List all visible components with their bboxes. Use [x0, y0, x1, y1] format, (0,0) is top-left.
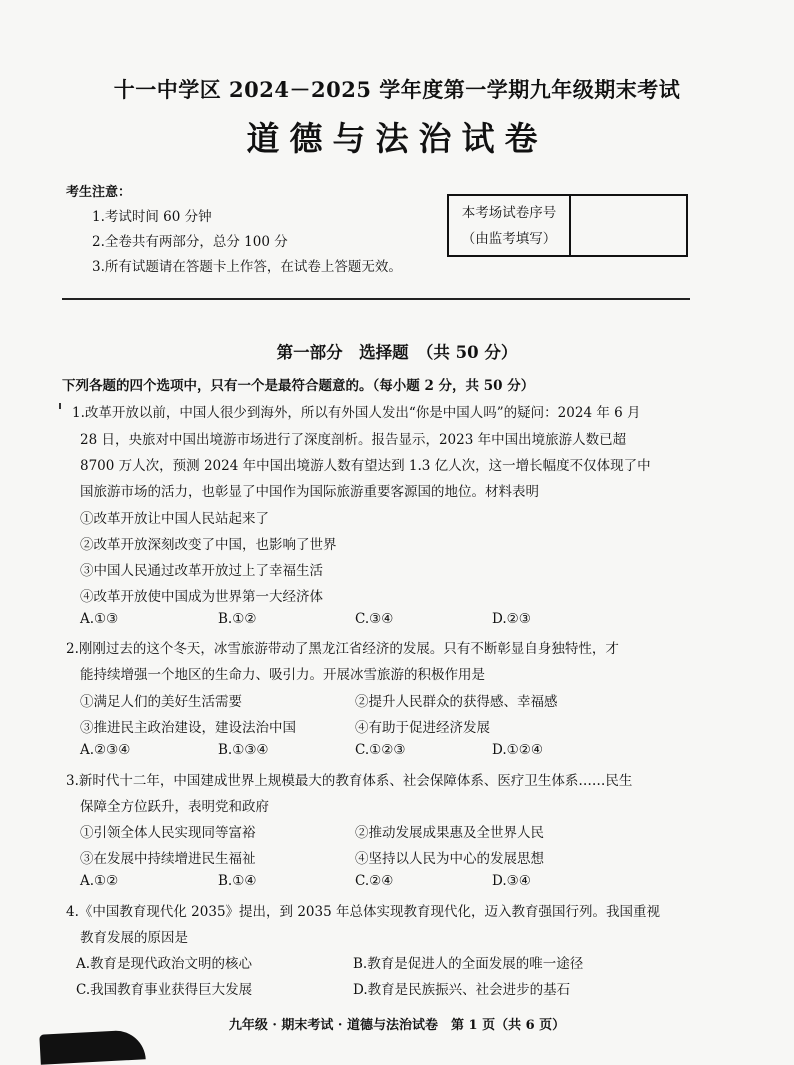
question-4-option-c[interactable]: C.我国教育事业获得巨大发展: [76, 982, 253, 998]
question-2-statement: ①满足人们的美好生活需要: [80, 694, 242, 710]
question-4-stem: 4.《中国教育现代化 2035》提出，到 2035 年总体实现教育现代化，迈入教育强国行列。我国重视: [66, 904, 660, 920]
question-2-option-b[interactable]: B.①③④: [218, 742, 269, 758]
question-3-stem: 保障全方位跃升，表明党和政府: [80, 799, 269, 815]
question-1-stem: 1.改革开放以前，中国人很少到海外，所以有外国人发出“你是中国人吗”的疑问：2024 年 6 月: [72, 405, 641, 421]
question-2-option-c[interactable]: C.①②③: [355, 742, 406, 758]
paper-serial-label: [449, 196, 571, 255]
exam-title: 十一中学区 2024－2025 学年度第一学期九年级期末考试: [113, 77, 681, 102]
question-1-statement: ①改革开放让中国人民站起来了: [80, 511, 269, 527]
question-1-option-c[interactable]: C.③④: [355, 611, 394, 627]
question-1-stem: 28 日，央旅对中国出境游市场进行了深度剖析。报告显示，2023 年中国出境旅游人数已超: [80, 432, 627, 448]
section-title: 第一部分 选择题 （共 50 分）: [276, 343, 518, 362]
question-4-stem: 教育发展的原因是: [80, 930, 188, 946]
notice-item: 1.考试时间 60 分钟: [92, 209, 212, 225]
question-2-statement: ④有助于促进经济发展: [355, 720, 490, 736]
question-4-option-b[interactable]: B.教育是促进人的全面发展的唯一途径: [353, 956, 584, 972]
question-2-stem: 能持续增强一个地区的生命力、吸引力。开展冰雪旅游的积极作用是: [80, 667, 485, 683]
question-1-stem: 国旅游市场的活力，也彰显了中国作为国际旅游重要客源国的地位。材料表明: [80, 484, 539, 500]
question-3-statement: ②推动发展成果惠及全世界人民: [355, 825, 544, 841]
question-3-option-c[interactable]: C.②④: [355, 873, 394, 889]
notice-item: 2.全卷共有两部分，总分 100 分: [92, 234, 288, 250]
question-3-statement: ①引领全体人民实现同等富裕: [80, 825, 256, 841]
question-1-statement: ④改革开放使中国成为世界第一大经济体: [80, 589, 323, 605]
question-1-statement: ③中国人民通过改革开放过上了幸福生活: [80, 563, 323, 579]
question-3-statement: ③在发展中持续增进民生福祉: [80, 851, 256, 867]
question-2-option-d[interactable]: D.①②④: [492, 742, 543, 758]
question-1-statement: ②改革开放深刻改变了中国，也影响了世界: [80, 537, 337, 553]
scan-mark: [59, 403, 61, 409]
page-footer: 九年级 · 期末考试 · 道德与法治试卷 第 1 页（共 6 页）: [228, 1018, 566, 1033]
question-3-statement: ④坚持以人民为中心的发展思想: [355, 851, 544, 867]
scan-shadow: [39, 1029, 145, 1064]
question-3-option-d[interactable]: D.③④: [492, 873, 531, 889]
question-4-option-a[interactable]: A.教育是现代政治文明的核心: [76, 956, 253, 972]
question-3-option-a[interactable]: A.①②: [80, 873, 119, 889]
question-2-statement: ③推进民主政治建设，建设法治中国: [80, 720, 296, 736]
question-1-option-d[interactable]: D.②③: [492, 611, 531, 627]
question-1-option-a[interactable]: A.①③: [80, 611, 119, 627]
question-4-option-d[interactable]: D.教育是民族振兴、社会进步的基石: [353, 982, 571, 998]
question-2-statement: ②提升人民群众的获得感、幸福感: [355, 694, 558, 710]
question-2-option-a[interactable]: A.②③④: [80, 742, 131, 758]
subject-title: 道德与法治试卷: [246, 119, 548, 158]
question-3-stem: 3.新时代十二年，中国建成世界上规模最大的教育体系、社会保障体系、医疗卫生体系……民生: [66, 773, 633, 789]
paper-serial-label-line1: 本考场试卷序号: [461, 204, 557, 221]
question-2-stem: 2.刚刚过去的这个冬天，冰雪旅游带动了黑龙江省经济的发展。只有不断彰显自身独特性，才: [66, 641, 619, 657]
paper-serial-box: [447, 194, 688, 257]
question-3-option-b[interactable]: B.①④: [218, 873, 257, 889]
paper-serial-label-line2: （由监考填写）: [461, 230, 557, 247]
divider: [62, 298, 690, 300]
notice-item: 3.所有试题请在答题卡上作答，在试卷上答题无效。: [92, 259, 402, 275]
question-1-stem: 8700 万人次，预测 2024 年中国出境游人数有望达到 1.3 亿人次，这一增长幅度不仅体现了中: [80, 458, 651, 474]
question-1-option-b[interactable]: B.①②: [218, 611, 257, 627]
notice-heading: 考生注意：: [66, 185, 132, 200]
paper-serial-field[interactable]: [571, 196, 686, 255]
section-instruction: 下列各题的四个选项中，只有一个是最符合题意的。（每小题 2 分，共 50 分）: [62, 378, 535, 394]
